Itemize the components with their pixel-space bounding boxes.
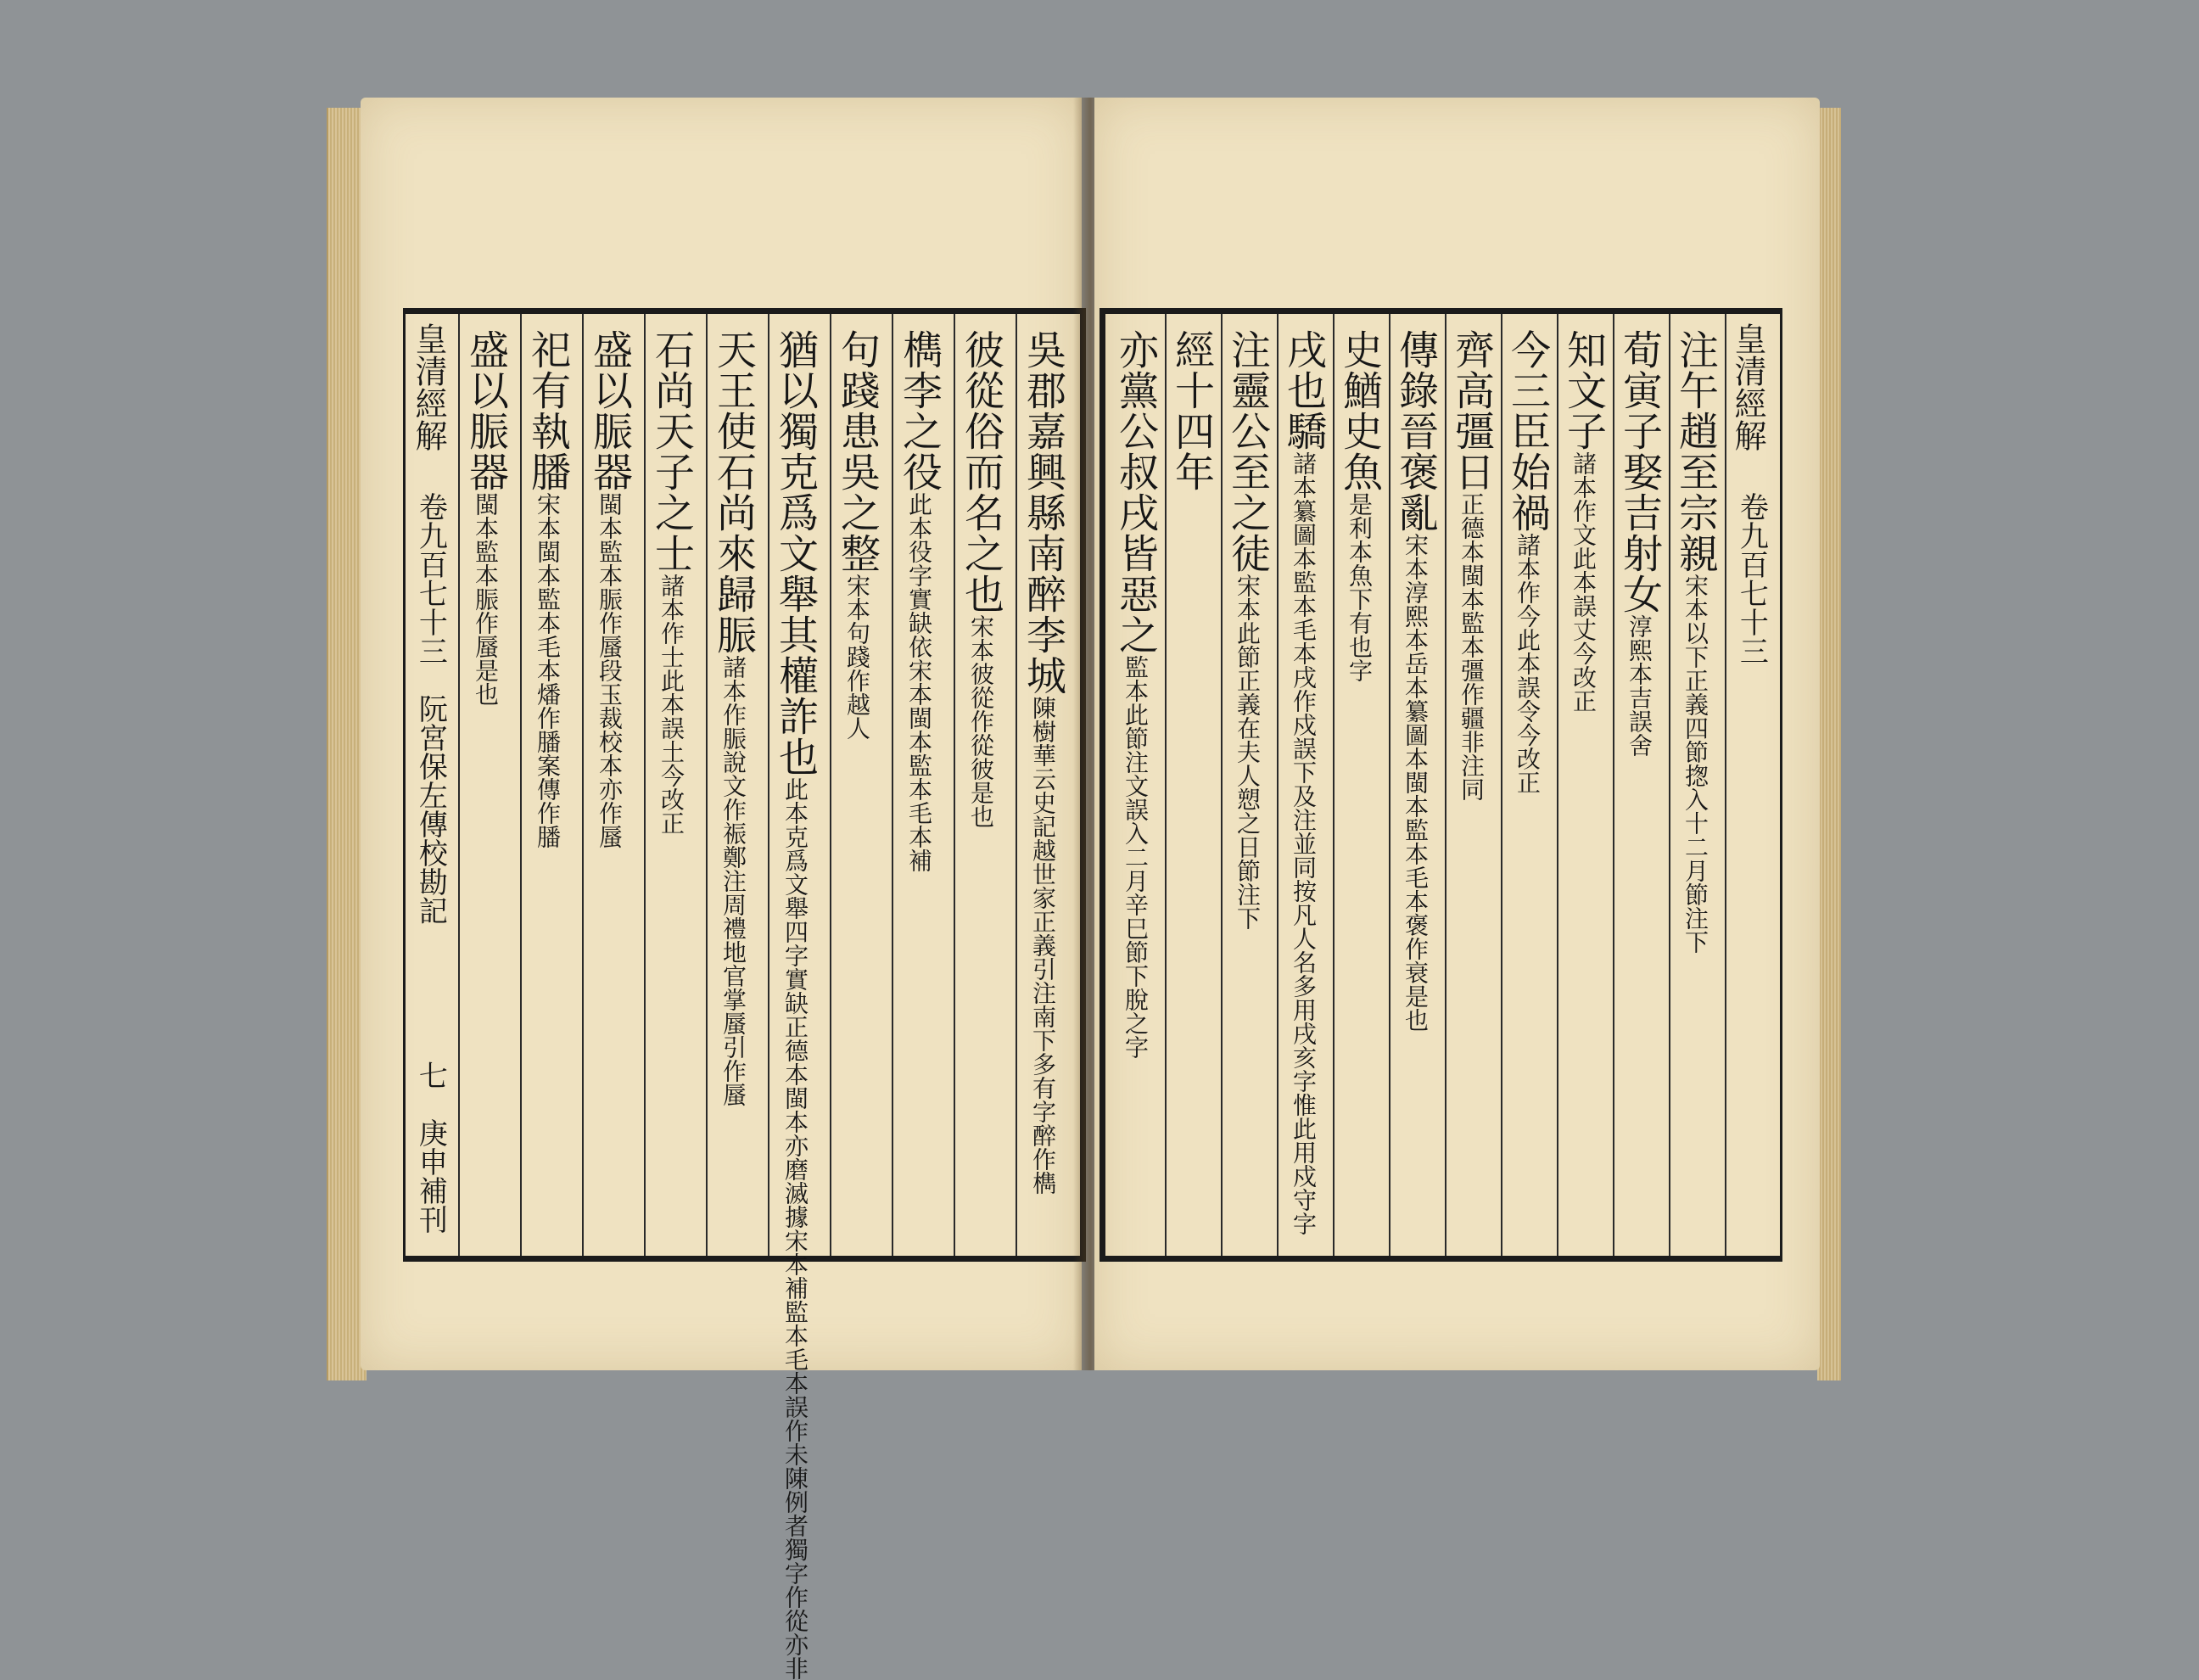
annotation: 諸本作脤說文作祳鄭注周禮地官掌蜃引作蜃 [719,655,747,1106]
main-text: 史鰌史魚 [1336,329,1383,492]
column-divider [1016,314,1017,1256]
column-divider [1277,314,1279,1256]
text-column [834,329,881,740]
main-text: 吳郡嘉興縣南醉李城 [1020,329,1066,696]
annotation: 諸本作今此本誤令今改正 [1514,533,1542,794]
column-divider [892,314,893,1256]
text-column [1448,329,1495,801]
column-divider [954,314,955,1256]
column-divider [520,314,522,1256]
text-column [1224,329,1271,930]
main-text: 荀寅子娶吉射女 [1616,329,1663,614]
annotation: 閩本監本脤作蜃段玉裁校本亦作蜃 [596,492,624,848]
column-divider [1165,314,1167,1256]
annotation: 宋本淳熙本岳本纂圖本閩本監本毛本褒作衰是也 [1402,533,1430,1032]
main-text: 注靈公至之徒 [1224,329,1271,574]
text-column [524,329,571,848]
annotation: 宋本閩本監本毛本燔作膰案傳作膰 [534,492,562,848]
main-text: 齊高彊日 [1448,329,1495,492]
column-divider [1613,314,1614,1256]
column-divider [1221,314,1223,1256]
column-divider [644,314,646,1256]
annotation: 淳熙本吉誤舍 [1625,614,1653,757]
text-column [1616,329,1663,757]
annotation: 正德本閩本監本彊作疆非注同 [1458,492,1486,801]
text-column [1336,329,1383,682]
column-divider [830,314,831,1256]
main-text: 祀有執膰 [524,329,571,492]
annotation: 此本役字實缺依宋本閩本監本毛本補 [905,492,933,872]
main-text: 彼從俗而名之也 [958,329,1004,614]
left-margin-title: 皇清經解 [410,322,447,451]
column-divider [768,314,769,1256]
left-margin-foot: 七 庚申補刊 [413,1061,448,1234]
column-divider [1445,314,1446,1256]
main-text: 石尚天子之士 [648,329,695,574]
text-column [586,329,633,848]
text-column [896,329,943,872]
annotation: 宋本句踐作越人 [843,574,871,740]
text-column [1560,329,1607,713]
main-text: 亦黨公叔戌皆惡之 [1112,329,1159,655]
text-column [710,329,757,1106]
column-divider [1725,314,1726,1256]
annotation: 宋本此節正義在夫人愬之日節注下 [1234,574,1262,930]
main-text: 今三臣始禍 [1504,329,1551,533]
text-column [462,329,509,706]
left-margin-sub: 卷九百七十三 阮宮保左傳校勘記 [413,492,448,925]
column-divider [1389,314,1390,1256]
main-text: 經十四年 [1168,329,1215,492]
text-column [958,329,1004,828]
annotation: 陳樹華云史記越世家正義引注南下多有字醉作檇 [1029,696,1057,1195]
main-text: 天王使石尚來歸脤 [710,329,757,655]
right-margin-sub: 卷九百七十三 [1734,492,1769,665]
right-margin-title: 皇清經解 [1729,322,1766,451]
annotation: 閩本監本脤作蜃是也 [472,492,500,706]
column-divider [458,314,460,1256]
column-divider [1501,314,1502,1256]
annotation: 諸本作文此本誤丈今改正 [1570,451,1597,713]
main-text: 知文子 [1560,329,1607,451]
main-text: 注午趙至宗親 [1672,329,1719,574]
column-divider [1669,314,1670,1256]
open-book [327,98,1841,1680]
annotation: 諸本作士此本誤土今改正 [657,574,685,835]
text-column [1672,329,1719,954]
text-column [1020,329,1066,1195]
right-page [1094,98,1820,1370]
page-edges-right [1817,108,1841,1380]
column-divider [582,314,584,1256]
text-column [1504,329,1551,794]
text-column [1112,329,1159,1059]
text-column [1280,329,1327,1235]
main-text: 句踐患吳之整 [834,329,881,574]
main-text: 戌也驕 [1280,329,1327,451]
column-divider [706,314,708,1256]
column-divider [1333,314,1335,1256]
text-column [772,329,819,1680]
column-divider [1557,314,1558,1256]
main-text: 檇李之役 [896,329,943,492]
main-text: 盛以脤器 [462,329,509,492]
annotation: 是利本魚下有也字 [1346,492,1374,682]
text-column [1392,329,1439,1032]
annotation: 監本此節注文誤入二月辛巳節下脫之字 [1122,655,1150,1059]
annotation: 宋本以下正義四節揔入十二月節注下 [1681,574,1709,954]
left-page [361,98,1082,1680]
main-text: 猶以獨克爲文舉其權詐也 [772,329,819,777]
text-column [648,329,695,835]
left-text-frame [403,308,1086,1680]
annotation: 諸本纂圖本監本毛本戌作戍誤下及注並同按凡人名多用戌亥字惟此用戍守字 [1290,451,1318,1235]
main-text: 盛以脤器 [586,329,633,492]
annotation: 此本克爲文舉四字實缺正德本閩本亦磨滅據宋本補監本毛本誤作未陳例者獨字作從亦非 [781,777,809,1680]
annotation: 宋本彼從作從彼是也 [967,614,995,828]
text-column [1168,329,1215,492]
right-text-frame [1100,308,1782,1262]
main-text: 傳錄晉褒亂 [1392,329,1439,533]
